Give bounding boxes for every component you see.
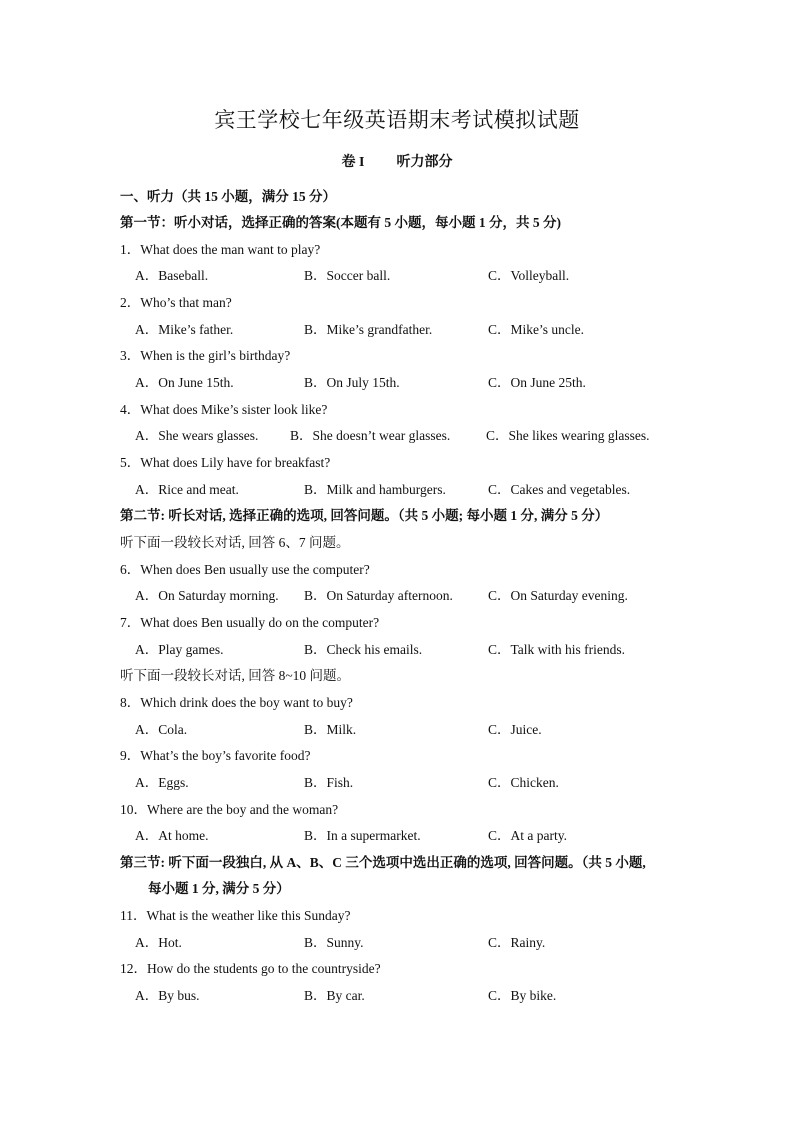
part1-heading: 一、听力（共 15 小题，满分 15 分） [120, 189, 336, 204]
q2-option-c: C．Mike’s uncle. [488, 322, 584, 337]
q12-option-b: B．By car. [304, 988, 365, 1003]
q11-option-b: B．Sunny. [304, 935, 364, 950]
q3-option-c: C．On June 25th. [488, 375, 586, 390]
q12-option-c: C．By bike. [488, 988, 557, 1003]
q9-option-b: B．Fish. [304, 775, 354, 790]
q8-option-a: A．Cola. [135, 722, 188, 737]
q4-option-a: A．She wears glasses. [135, 428, 259, 443]
question-8: 8．Which drink does the boy want to buy? [120, 695, 353, 710]
q7-option-b: B．Check his emails. [304, 642, 423, 657]
q4-option-c: C．She likes wearing glasses. [486, 428, 650, 443]
question-3: 3．When is the girl’s birthday? [120, 348, 291, 363]
question-1: 1．What does the man want to play? [120, 242, 321, 257]
volume-heading [0, 151, 794, 171]
question-7: 7．What does Ben usually do on the computer? [120, 615, 380, 630]
q5-option-a: A．Rice and meat. [135, 482, 239, 497]
volume-name: 听力部分 [396, 155, 453, 170]
q3-option-a: A．On June 15th. [135, 375, 234, 390]
q5-option-c: C．Cakes and vegetables. [488, 482, 631, 497]
q4-option-b: B．She doesn’t wear glasses. [290, 428, 451, 443]
q9-option-a: A．Eggs. [135, 775, 189, 790]
question-5: 5．What does Lily have for breakfast? [120, 455, 331, 470]
q2-option-b: B．Mike’s grandfather. [304, 322, 433, 337]
q6-option-c: C．On Saturday evening. [488, 588, 628, 603]
question-12: 12．How do the students go to the countryside? [120, 961, 381, 976]
q6-option-a: A．On Saturday morning. [135, 588, 279, 603]
section3-heading-line-1: 第三节: 听下面一段独白, 从 A、B、C 三个选项中选出正确的选项, 回答问题。（共 5 小题, [120, 855, 646, 870]
q10-option-b: B．In a supermarket. [304, 828, 421, 843]
q5-option-b: B．Milk and hamburgers. [304, 482, 446, 497]
exam-title: 宾王学校七年级英语期末考试模拟试题 [214, 108, 580, 132]
q10-option-c: C．At a party. [488, 828, 567, 843]
question-9: 9．What’s the boy’s favorite food? [120, 748, 311, 763]
section3-heading-line-2: 每小题 1 分, 满分 5 分） [148, 881, 290, 896]
question-6: 6．When does Ben usually use the computer? [120, 562, 370, 577]
section2-heading: 第二节: 听长对话, 选择正确的选项, 回答问题。（共 5 小题; 每小题 1 分, 满分 5 分） [120, 508, 609, 523]
q10-option-a: A．At home. [135, 828, 209, 843]
q7-option-a: A．Play games. [135, 642, 224, 657]
q9-option-c: C．Chicken. [488, 775, 559, 790]
q1-option-b: B．Soccer ball. [304, 268, 391, 283]
section2-intro-1: 听下面一段较长对话, 回答 6、7 问题。 [120, 535, 350, 550]
question-11: 11．What is the weather like this Sunday? [120, 908, 351, 923]
q11-option-c: C．Rainy. [488, 935, 546, 950]
q8-option-b: B．Milk. [304, 722, 357, 737]
section1-heading: 第一节：听小对话，选择正确的答案(本题有 5 小题，每小题 1 分，共 5 分) [120, 215, 561, 230]
q11-option-a: A．Hot. [135, 935, 182, 950]
section2-intro-2: 听下面一段较长对话, 回答 8~10 问题。 [120, 668, 351, 683]
q2-option-a: A．Mike’s father. [135, 322, 234, 337]
q1-option-c: C．Volleyball. [488, 268, 570, 283]
q7-option-c: C．Talk with his friends. [488, 642, 626, 657]
q8-option-c: C．Juice. [488, 722, 542, 737]
volume-label: 卷 I [341, 155, 365, 170]
q12-option-a: A．By bus. [135, 988, 200, 1003]
question-10: 10．Where are the boy and the woman? [120, 802, 339, 817]
q3-option-b: B．On July 15th. [304, 375, 400, 390]
q6-option-b: B．On Saturday afternoon. [304, 588, 453, 603]
q1-option-a: A．Baseball. [135, 268, 209, 283]
question-2: 2．Who’s that man? [120, 295, 232, 310]
question-4: 4．What does Mike’s sister look like? [120, 402, 328, 417]
